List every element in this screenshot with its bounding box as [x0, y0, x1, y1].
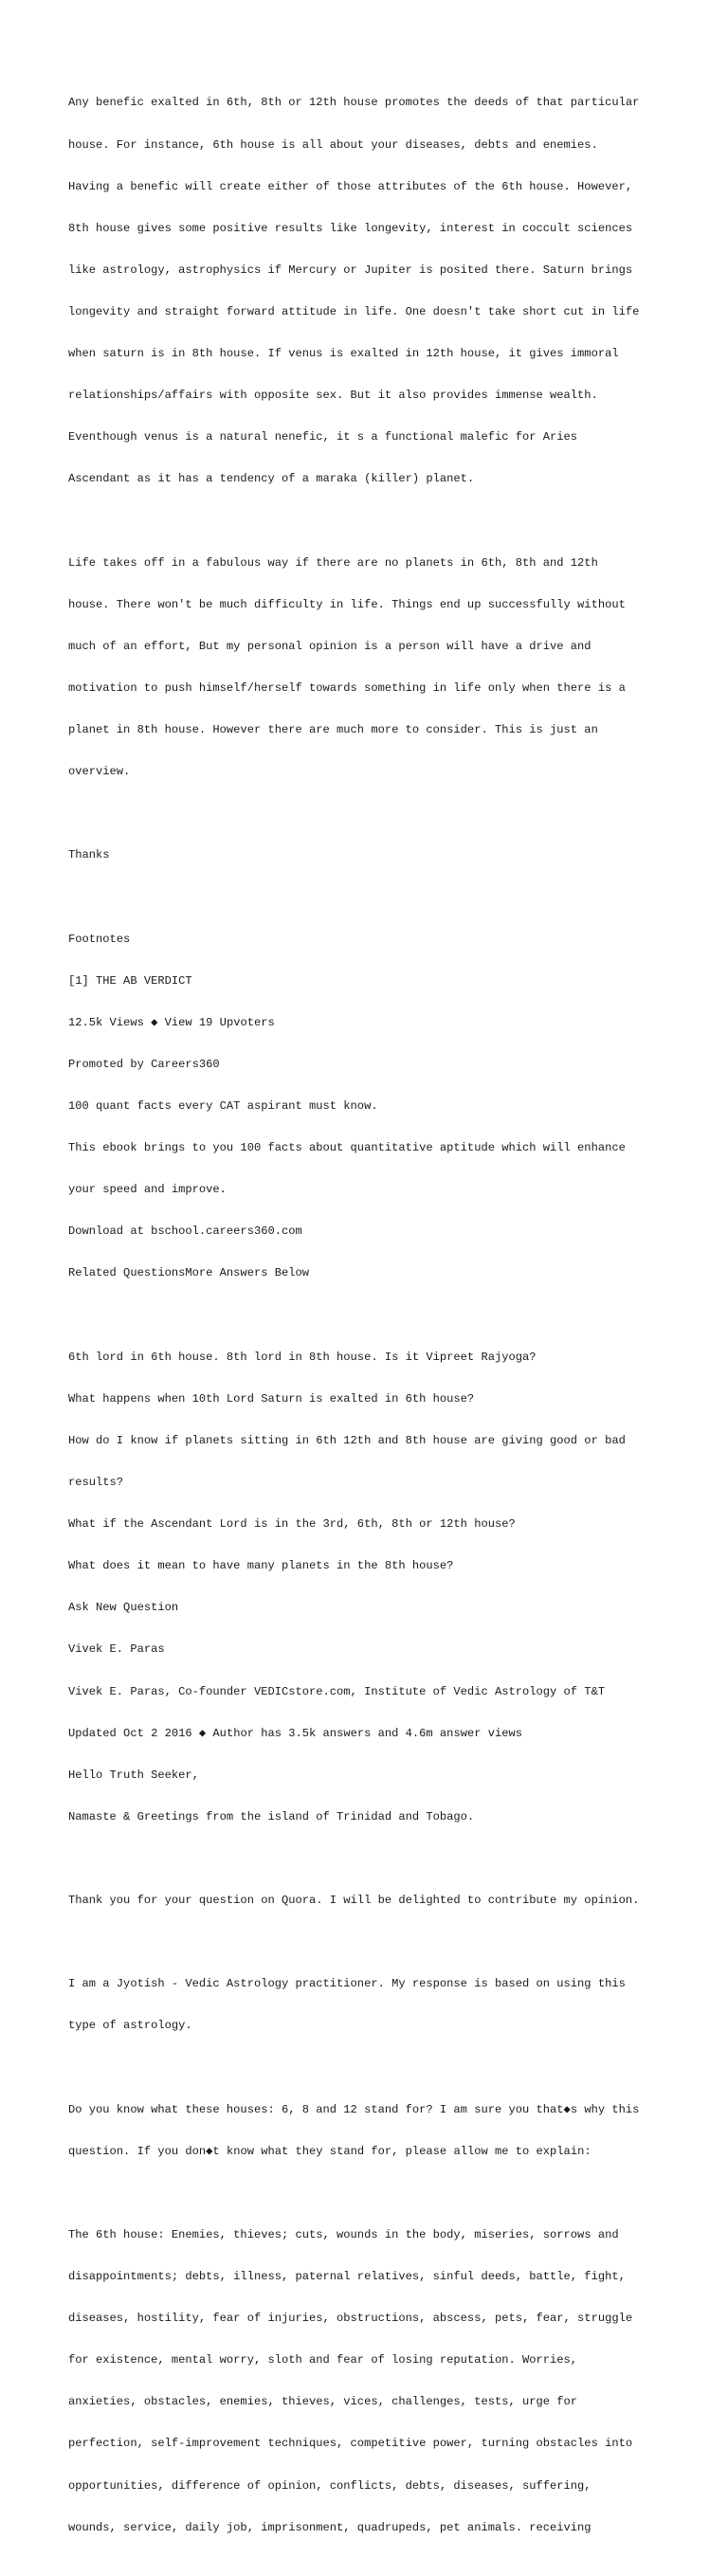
- related-question: How do I know if planets sitting in 6th 12th and 8th house are giving good or bad: [68, 1433, 626, 1447]
- text-line: Namaste & Greetings from the island of Trinidad and Tobago.: [68, 1809, 475, 1823]
- footnote-item: [1] THE AB VERDICT: [68, 973, 192, 988]
- text-line: disappointments; debts, illness, paternal relatives, sinful deeds, battle, fight,: [68, 2269, 626, 2283]
- author-name: Vivek E. Paras: [68, 1642, 165, 1657]
- text-line: 8th house gives some positive results like longevity, interest in coccult sciences: [68, 221, 633, 235]
- promo-description: This ebook brings to you 100 facts about quantitative aptitude which will enhance: [68, 1141, 626, 1155]
- paragraph-jyotish: [68, 1950, 675, 2061]
- text-line: house. For instance, 6th house is all about your diseases, debts and enemies.: [68, 137, 598, 152]
- text-line: diseases, hostility, fear of injuries, obstructions, abscess, pets, fear, struggle: [68, 2312, 633, 2326]
- text-line: planet in 8th house. However there are much more to consider. This is just an: [68, 723, 598, 737]
- paragraph-thank-you: [68, 1866, 675, 1936]
- promo-link: Download at bschool.careers360.com: [68, 1225, 302, 1239]
- related-question: results?: [68, 1475, 124, 1489]
- text-line: for existence, mental worry, sloth and fear of losing reputation. Worries,: [68, 2353, 578, 2367]
- answer-stats: 12.5k Views ◆ View 19 Upvoters: [68, 1015, 275, 1029]
- text-line: perfection, self-improvement techniques, competitive power, turning obstacles into: [68, 2437, 633, 2451]
- text-line: Eventhough venus is a natural nenefic, it s a functional malefic for Aries: [68, 430, 578, 444]
- related-question: What happens when 10th Lord Saturn is exalted in 6th house?: [68, 1391, 475, 1406]
- ask-new-question: Ask New Question: [68, 1601, 179, 1615]
- document-page: [68, 68, 675, 2576]
- text-line: when saturn is in 8th house. If venus is exalted in 12th house, it gives immoral: [68, 347, 619, 361]
- paragraph-life-takes-off: [68, 528, 675, 807]
- paragraph-6th-house: [68, 2200, 675, 2562]
- answer-meta: Updated Oct 2 2016 ◆ Author has 3.5k answers and 4.6m answer views: [68, 1726, 523, 1740]
- promo-description: your speed and improve.: [68, 1183, 227, 1197]
- author-credential: Vivek E. Paras, Co-founder VEDICstore.com, Institute of Vedic Astrology of T&T: [68, 1684, 606, 1698]
- text-line: overview.: [68, 765, 131, 779]
- text-line: much of an effort, But my personal opinion is a person will have a drive and: [68, 639, 592, 653]
- related-question: 6th lord in 6th house. 8th lord in 8th house. Is it Vipreet Rajyoga?: [68, 1350, 537, 1364]
- text-line: Hello Truth Seeker,: [68, 1768, 199, 1782]
- paragraph-related-questions: [68, 1322, 675, 1852]
- text-line: wounds, service, daily job, imprisonment, quadrupeds, pet animals. receiving: [68, 2520, 592, 2534]
- related-question: What does it mean to have many planets in the 8th house?: [68, 1559, 454, 1573]
- footnotes-heading: Footnotes: [68, 932, 131, 946]
- text-line: Having a benefic will create either of those attributes of the 6th house. However,: [68, 179, 633, 193]
- text-line: Thank you for your question on Quora. I will be delighted to contribute my opinion.: [68, 1894, 640, 1908]
- paragraph-thanks: [68, 821, 675, 891]
- related-questions-heading: Related QuestionsMore Answers Below: [68, 1266, 310, 1280]
- text-line: longevity and straight forward attitude in life. One doesn't take short cut in life: [68, 304, 640, 318]
- text-line: I am a Jyotish - Vedic Astrology practitioner. My response is based on using this: [68, 1977, 626, 1991]
- text-line: Thanks: [68, 848, 110, 862]
- text-line: like astrology, astrophysics if Mercury or Jupiter is posited there. Saturn brings: [68, 263, 633, 277]
- paragraph-footnotes-promoted: [68, 904, 675, 1308]
- text-line: The 6th house: Enemies, thieves; cuts, wounds in the body, miseries, sorrows and: [68, 2227, 619, 2241]
- text-line: house. There won't be much difficulty in life. Things end up successfully without: [68, 597, 626, 611]
- promoted-by: Promoted by Careers360: [68, 1057, 220, 1071]
- promo-title: 100 quant facts every CAT aspirant must know.: [68, 1098, 378, 1113]
- text-line: Life takes off in a fabulous way if there are no planets in 6th, 8th and 12th: [68, 555, 598, 570]
- text-line: relationships/affairs with opposite sex. But it also provides immense wealth.: [68, 389, 598, 403]
- text-line: question. If you don◆t know what they stand for, please allow me to explain:: [68, 2144, 592, 2158]
- related-question: What if the Ascendant Lord is in the 3rd, 6th, 8th or 12th house?: [68, 1517, 516, 1532]
- paragraph-houses-question: [68, 2075, 675, 2186]
- text-line: opportunities, difference of opinion, conflicts, debts, diseases, suffering,: [68, 2478, 592, 2493]
- text-line: anxieties, obstacles, enemies, thieves, vices, challenges, tests, urge for: [68, 2395, 578, 2409]
- text-line: motivation to push himself/herself towards something in life only when there is a: [68, 680, 626, 695]
- text-line: type of astrology.: [68, 2019, 192, 2033]
- text-line: Ascendant as it has a tendency of a maraka (killer) planet.: [68, 472, 475, 486]
- text-line: Any benefic exalted in 6th, 8th or 12th house promotes the deeds of that particular: [68, 96, 640, 110]
- text-line: Do you know what these houses: 6, 8 and 12 stand for? I am sure you that◆s why this: [68, 2102, 640, 2116]
- paragraph-benefic-exalted: [68, 68, 675, 515]
